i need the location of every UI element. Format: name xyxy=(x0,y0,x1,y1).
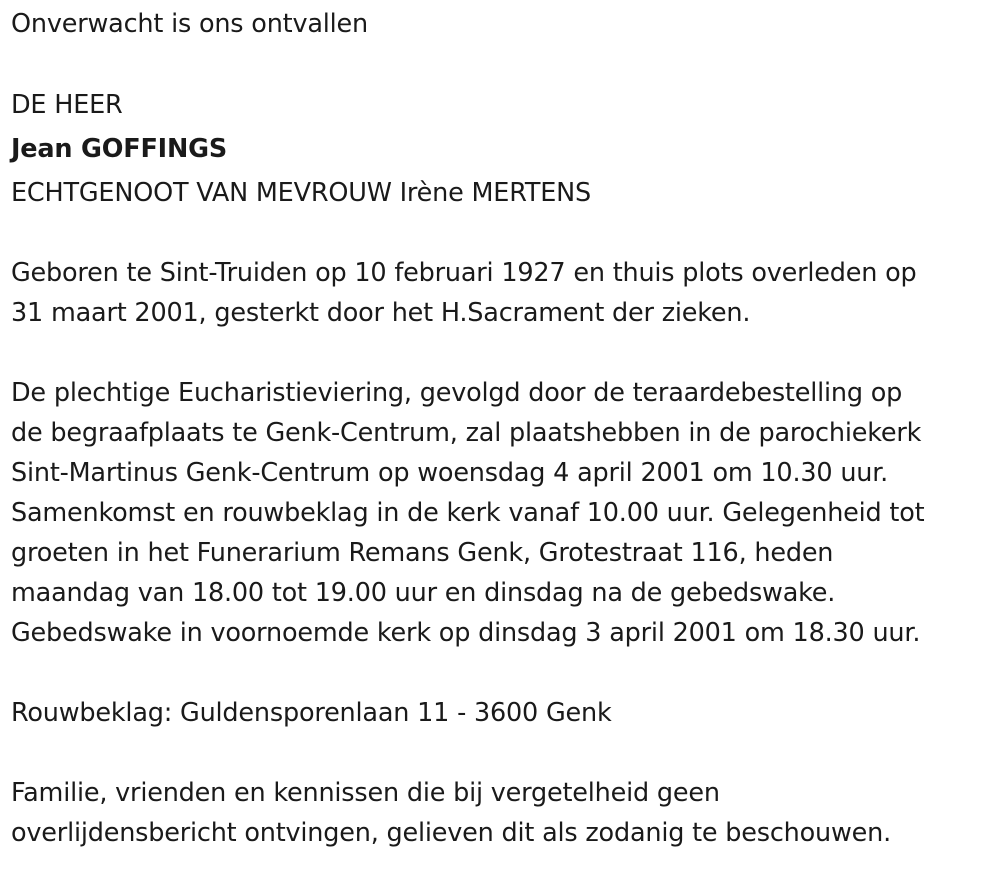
deceased-name: Jean GOFFINGS xyxy=(11,134,227,164)
ceremony-line: groeten in het Funerarium Remans Genk, Grotestraat 116, heden xyxy=(11,538,834,568)
ceremony-paragraph xyxy=(11,373,991,653)
birth-line: 31 maart 2001, gesterkt door het H.Sacrament der zieken. xyxy=(11,298,751,328)
spacer xyxy=(11,213,991,253)
closing-paragraph xyxy=(11,773,991,853)
spacer xyxy=(11,333,991,373)
spacer xyxy=(11,653,991,693)
obituary-notice xyxy=(11,4,991,853)
spacer xyxy=(11,733,991,773)
ceremony-line: maandag van 18.00 tot 19.00 uur en dinsdag na de gebedswake. xyxy=(11,578,836,608)
ceremony-line: Gebedswake in voornoemde kerk op dinsdag 3 april 2001 om 18.30 uur. xyxy=(11,618,921,648)
ceremony-line: De plechtige Eucharistieviering, gevolgd door de teraardebestelling op xyxy=(11,378,903,408)
condolence-address: Rouwbeklag: Guldensporenlaan 11 - 3600 Genk xyxy=(11,698,612,728)
closing-line: overlijdensbericht ontvingen, gelieven dit als zodanig te beschouwen. xyxy=(11,818,892,848)
ceremony-line: de begraafplaats te Genk-Centrum, zal plaatshebben in de parochiekerk xyxy=(11,418,922,448)
closing-line: Familie, vrienden en kennissen die bij vergetelheid geen xyxy=(11,778,720,808)
birth-line: Geboren te Sint-Truiden op 10 februari 1927 en thuis plots overleden op xyxy=(11,258,917,288)
birth-paragraph xyxy=(11,253,991,333)
intro-line: Onverwacht is ons ontvallen xyxy=(11,9,368,39)
title-prefix: DE HEER xyxy=(11,90,123,120)
ceremony-line: Sint-Martinus Genk-Centrum op woensdag 4 april 2001 om 10.30 uur. xyxy=(11,458,889,488)
spouse-line: ECHTGENOOT VAN MEVROUW Irène MERTENS xyxy=(11,178,592,208)
ceremony-line: Samenkomst en rouwbeklag in de kerk vanaf 10.00 uur. Gelegenheid tot xyxy=(11,498,925,528)
